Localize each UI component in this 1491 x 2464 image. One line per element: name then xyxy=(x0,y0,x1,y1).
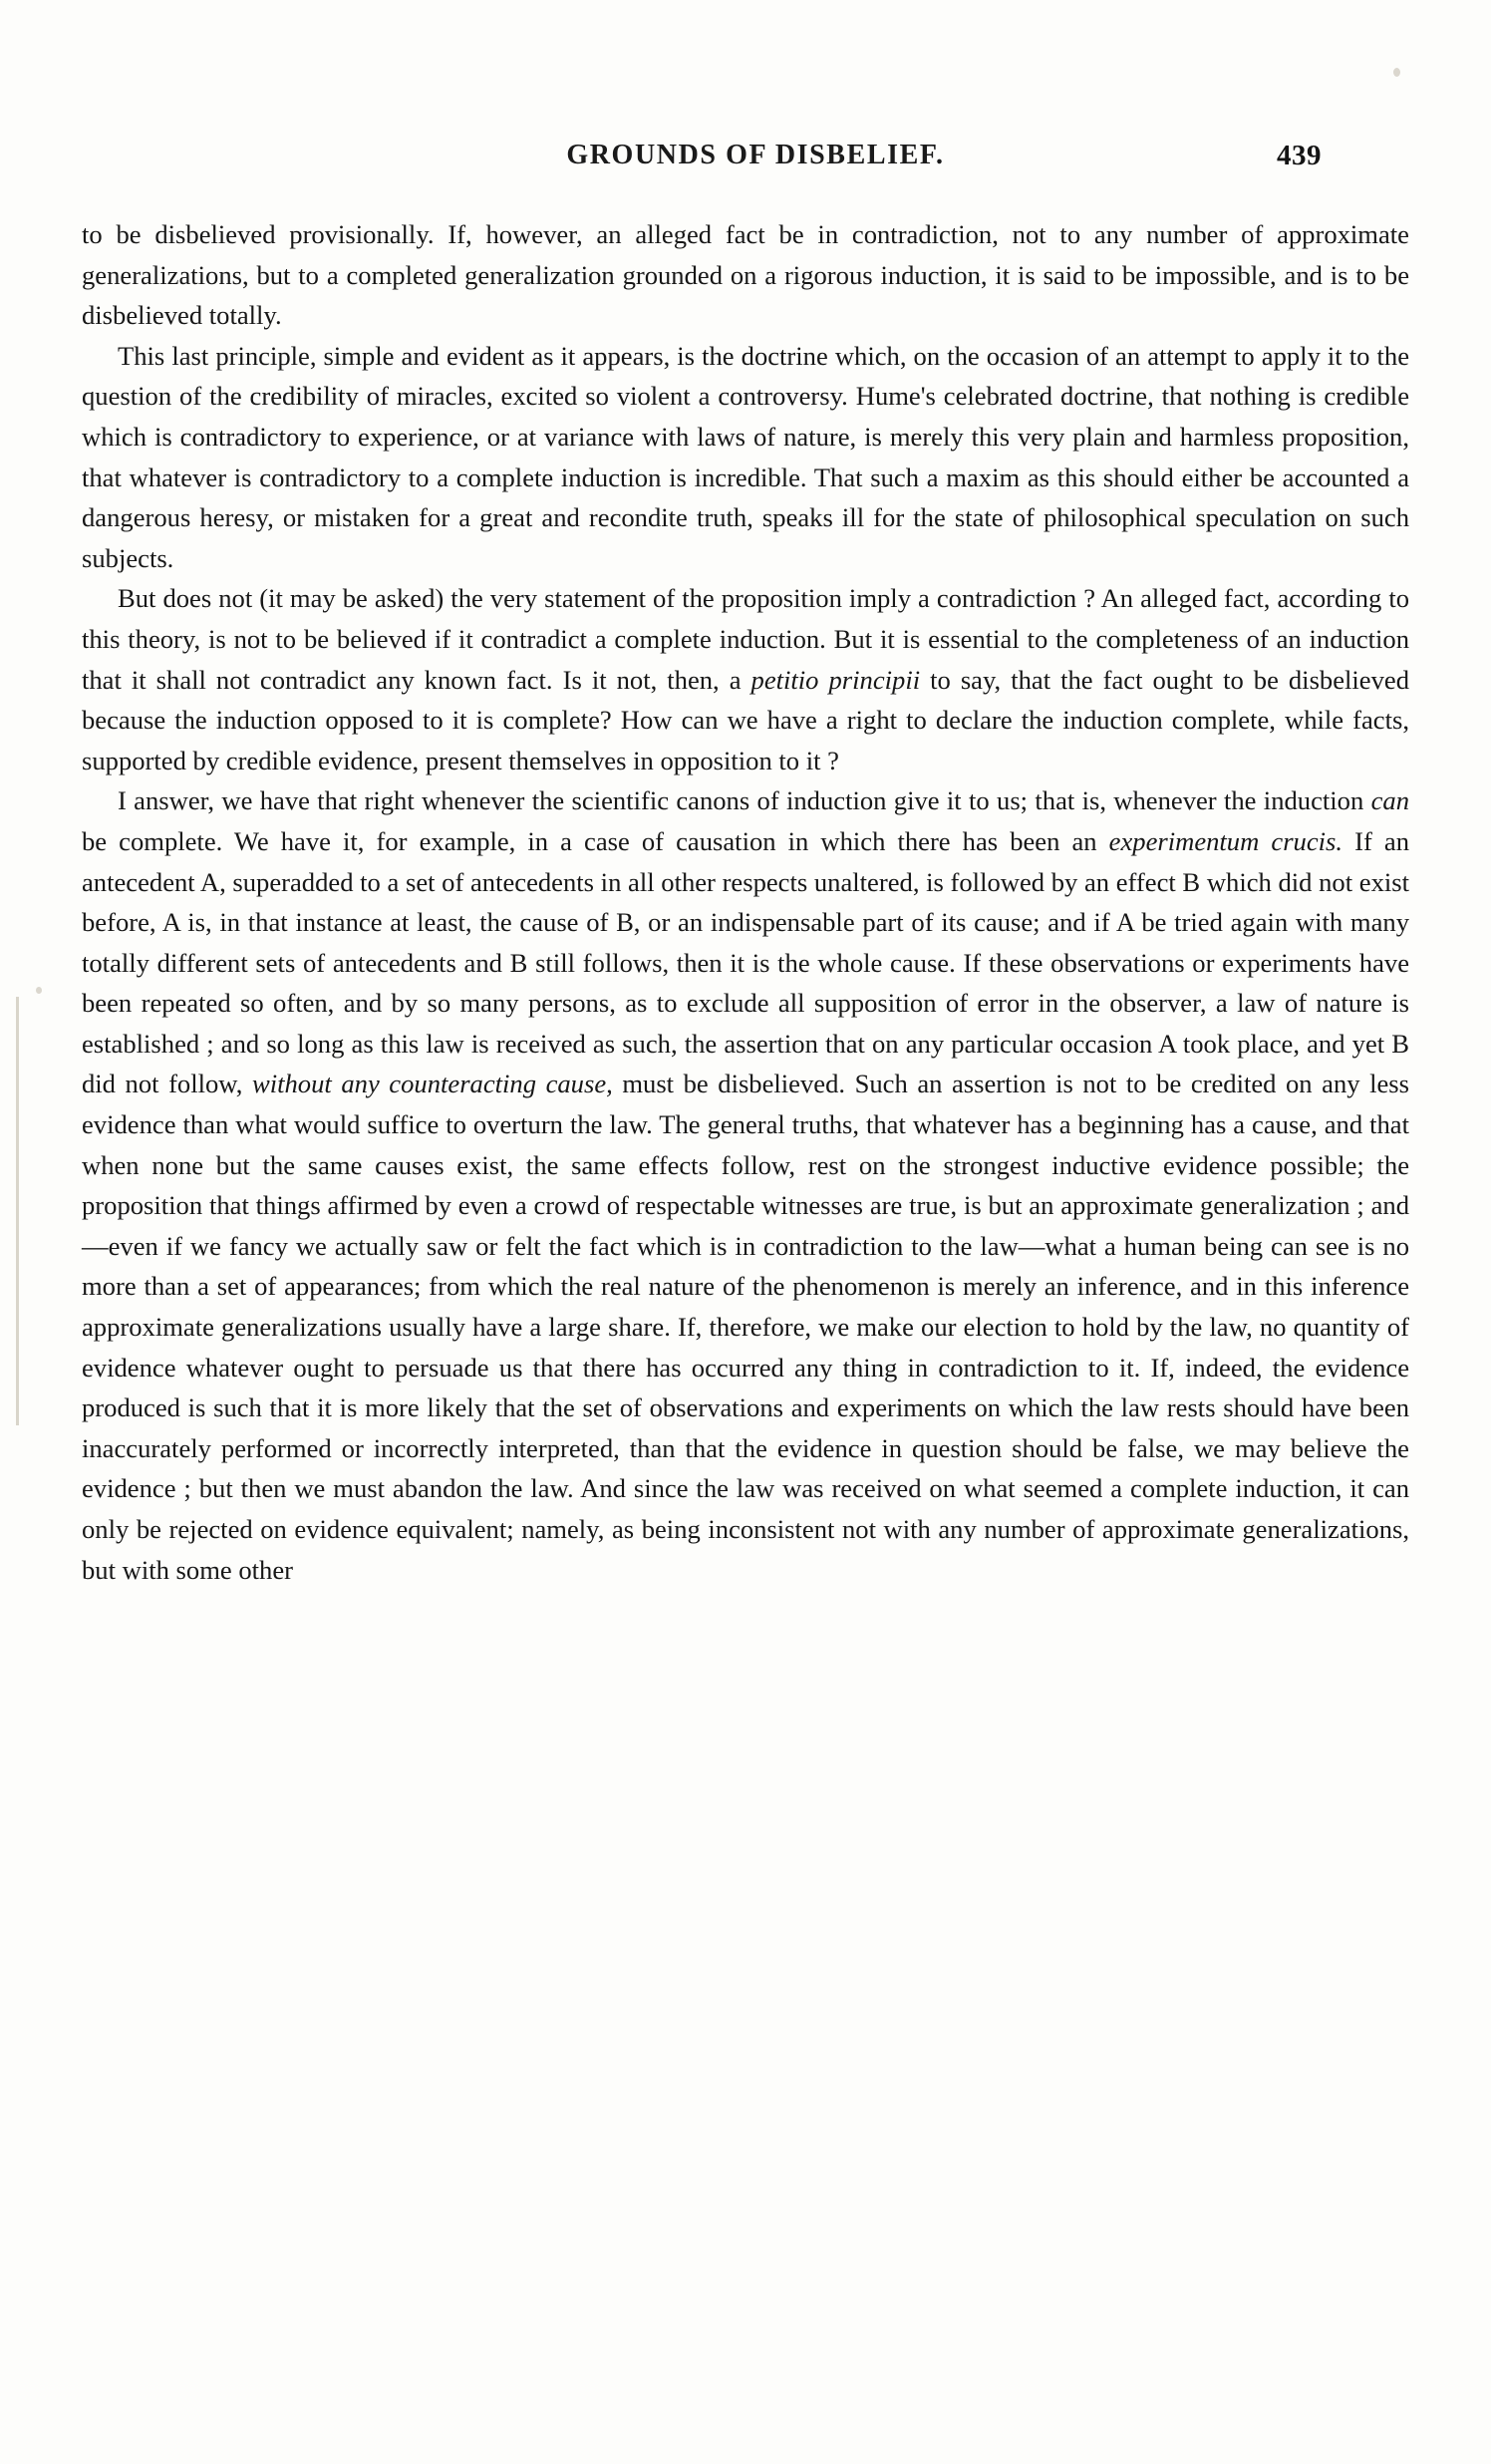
italic-phrase: without any counteracting cause, xyxy=(252,1069,613,1099)
text-run: must be disbelieved. Such an assertion is not to be credited on any less evidence than what would suffice to overturn the law. The general truths, that whatever has a beginning has a cause, and that when none but the same causes exist, the same effects follow, rest on the strongest inductive evidence possible; the proposition that things affirmed by even a crowd of respectable witnesses are true, is but an approximate generalization ; and—even if we fancy we actually saw or felt the fact which is in contradiction to the law—what a human being can see is no more than a set of appearances; from which the real nature of the phenomenon is merely an inference, and in this inference approximate generalizations usually have a large share. If, therefore, we make our election to hold by the law, no quantity of evidence whatever ought to persuade us that there has occurred any thing in contradiction to it. If, indeed, the evidence produced is such that it is more likely that the set of observations and experiments on which the law rests should have been inaccurately performed or incorrectly interpreted, than that the evidence in question should be false, we may believe the evidence ; but then we must abandon the law. And since the law was received on what seemed a complete induction, it can only be rejected on evidence equivalent; namely, as being inconsistent not with any number of approximate generalizations, but with some other xyxy=(82,1069,1410,1585)
paragraph xyxy=(82,578,1409,780)
text-run: If an antecedent A, superadded to a set of antecedents in all other respects unaltered, is followed by an effect B which did not exist before, A is, in that instance at least, the cause of B, or an indispensable part of its cause; and if A be tried again with many totally different sets of antecedents and B still follows, then it is the whole cause. If these observations or experiments have been repeated so often, and by so many persons, as to exclude all supposition of error in the observer, a law of nature is established ; and so long as this law is received as such, the assertion that on any particular occasion A took place, and yet B did not follow, xyxy=(82,825,1409,1099)
italic-phrase: petitio principii xyxy=(750,664,921,695)
paragraph xyxy=(82,780,1409,1590)
page-edge-mark xyxy=(16,997,19,1425)
text-run: be complete. We have it, for example, in a case of causation in which there has been an xyxy=(82,825,1109,856)
italic-phrase: experimentum crucis. xyxy=(1108,825,1343,856)
text-run: This last principle, simple and evident as it appears, is the doctrine which, on the occasion of an attempt to apply it to the question of the credibility of miracles, excited so violent a controversy. Hume's celebrated doctrine, that nothing is credible which is contradictory to experience, or at variance with laws of nature, is merely this very plain and harmless proposition, that whatever is contradictory to a complete induction is incredible. That such a maxim as this should either be accounted a dangerous heresy, or mistaken for a great and recondite truth, speaks ill for the state of philosophical speculation on such subjects. xyxy=(82,340,1409,573)
paragraph xyxy=(82,214,1409,336)
running-head: GROUNDS OF DISBELIEF. xyxy=(566,140,945,170)
text-run: to say, that the fact ought to be disbelieved because the induction opposed to it is complete? How can we have a right to declare the induction complete, while facts, supported by credible evidence, present themselves in opposition to it ? xyxy=(82,664,1409,775)
scan-speck xyxy=(36,987,42,994)
text-run: But does not (it may be asked) the very statement of the proposition imply a contradiction ? An alleged fact, according to this theory, is not to be believed if it contradict a complete induction. But it is essential to the completeness of an induction that it shall not contradict any known fact. Is it not, then, a xyxy=(82,583,1409,695)
italic-phrase: can xyxy=(1370,785,1409,816)
paragraph xyxy=(82,336,1409,579)
page-header xyxy=(0,140,1491,179)
text-run: to be disbelieved provisionally. If, however, an alleged fact be in contradiction, not to any number of approximate generalizations, but to a completed generalization grounded on a rigorous induction, it is said to be impossible, and is to be disbelieved totally. xyxy=(82,219,1409,331)
body-text xyxy=(82,214,1409,1590)
page-number: 439 xyxy=(1277,140,1322,171)
text-run: I answer, we have that right whenever the scientific canons of induction give it to us; that is, whenever the induction xyxy=(118,785,1371,816)
scan-speck xyxy=(1393,68,1400,77)
